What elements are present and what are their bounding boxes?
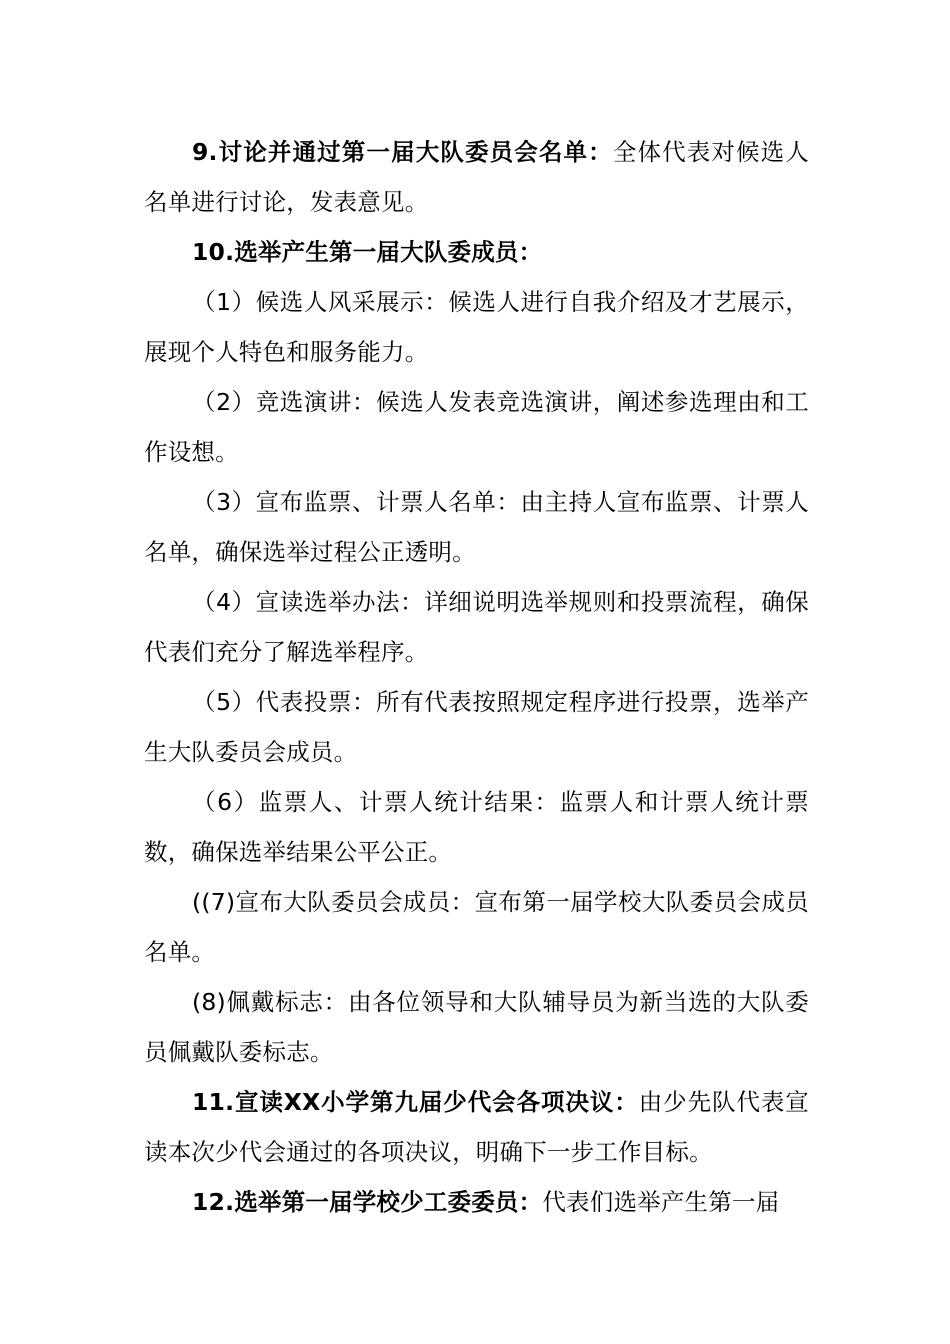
- sub-item-3-text: （3）宣布监票、计票人名单：由主持人宣布监票、计票人名单，确保选举过程公正透明。: [144, 488, 809, 566]
- sub-item-6: [144, 777, 809, 877]
- item-10: [144, 227, 809, 277]
- sub-item-7: [144, 877, 809, 977]
- sub-item-1: [144, 277, 809, 377]
- item-11: [144, 1077, 809, 1177]
- item-9-text: 全体代表对候选人名单进行讨论，发表意见。: [144, 138, 809, 216]
- item-11-text: 由少先队代表宣读本次少代会通过的各项决议，明确下一步工作目标。: [144, 1088, 809, 1166]
- item-12-heading: 12.选举第一届学校少工委委员：: [192, 1188, 543, 1216]
- sub-item-8: [144, 977, 809, 1077]
- sub-item-2: [144, 377, 809, 477]
- item-9-heading: 9.讨论并通过第一届大队委员会名单：: [192, 138, 613, 166]
- sub-item-5: [144, 677, 809, 777]
- sub-item-5-text: （5）代表投票：所有代表按照规定程序进行投票，选举产生大队委员会成员。: [144, 688, 809, 766]
- document-body: [144, 127, 809, 1227]
- sub-item-4: [144, 577, 809, 677]
- item-9: [144, 127, 809, 227]
- sub-item-3: [144, 477, 809, 577]
- item-11-heading: 11.宣读XX小学第九届少代会各项决议：: [192, 1088, 639, 1116]
- sub-item-8-text: (8)佩戴标志：由各位领导和大队辅导员为新当选的大队委员佩戴队委标志。: [144, 988, 809, 1066]
- sub-item-7-text: ((7)宣布大队委员会成员：宣布第一届学校大队委员会成员名单。: [144, 888, 809, 966]
- item-12: [144, 1177, 809, 1227]
- sub-item-1-text: （1）候选人风采展示：候选人进行自我介绍及才艺展示，展现个人特色和服务能力。: [144, 288, 809, 366]
- item-12-text: 代表们选举产生第一届: [542, 1188, 780, 1216]
- sub-item-2-text: （2）竞选演讲：候选人发表竞选演讲，阐述参选理由和工作设想。: [144, 388, 809, 466]
- item-10-heading: 10.选举产生第一届大队委成员：: [192, 238, 543, 266]
- sub-item-6-text: （6）监票人、计票人统计结果：监票人和计票人统计票数，确保选举结果公平公正。: [144, 788, 809, 866]
- sub-item-4-text: （4）宣读选举办法：详细说明选举规则和投票流程，确保代表们充分了解选举程序。: [144, 588, 809, 666]
